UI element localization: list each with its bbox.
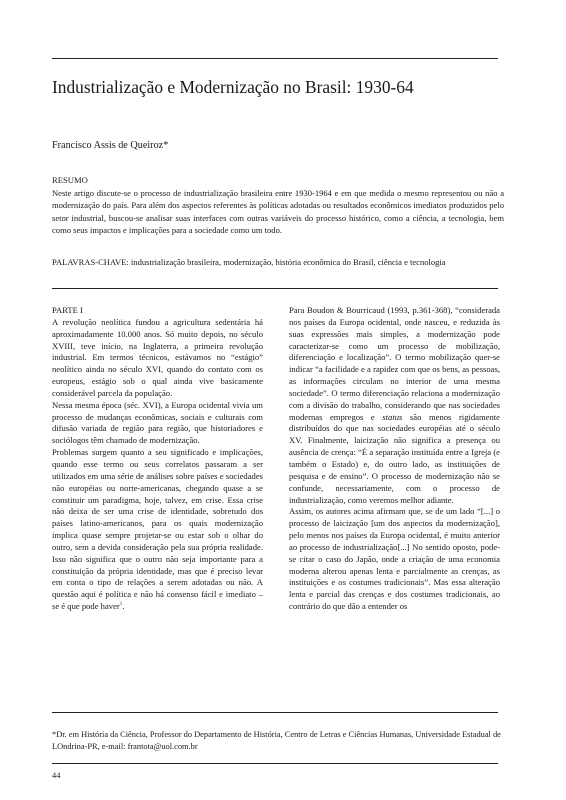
emphasis-term: status xyxy=(382,411,403,422)
paragraph: Problemas surgem quanto a seu significado e implicações, quando esse termo ou seus correlatos passaram a ser utilizados em uma série de análises sobre países e sociedades não européias ou norte-americanas, chegando quase a se constituir um paradigma, hoje, talvez, em crise. Essa crise não deixa de ser uma crise de identidade, sobretudo dos países latino-americanos, para os quais modernização implica quase sempre projetar-se ou estar sob o olhar do outro, sem a devida consideração pela sua própria realidade. Isso não significa que o outro não seja importante para a constituição da própria identidade, mas que é preciso levar em conta o tipo de relações a serem adotadas ou não. A questão aqui é política e não há consenso fácil e imediato – se é que pode haver$^1$. xyxy=(52,447,263,612)
paragraph xyxy=(289,305,500,506)
page-number: 44 xyxy=(52,771,61,780)
abstract-heading: RESUMO xyxy=(52,175,88,185)
left-column xyxy=(52,305,263,613)
footnote-marker: 1 xyxy=(119,602,123,608)
abstract-text: Neste artigo discute-se o processo de industrialização brasileira entre 1930-1964 e em que medida o mesmo representou ou não a modernização do país. Para além dos aspectos referentes às políticas adotadas ou resultados econômicos imediatos produzidos pelo setor industrial, buscou-se analisar suas interfaces com outras variáveis do processo histórico, como a ciência, a tecnologia, bem como seus impactos e implicações para a sociedade como um todo. xyxy=(52,188,504,236)
keywords: PALAVRAS-CHAVE: industrialização brasileira, modernização, história econômica do Brasil, ciência e tecnologia xyxy=(52,257,446,267)
section-heading: PARTE I xyxy=(52,305,83,315)
bottom-rule xyxy=(52,763,498,764)
paragraph-text: são menos rigidamente distribuídos do que nas sociedades européias até o século XV. Finalmente, laicização não significa a presença ou ausência de crença: “É a separação instituída entre a Igreja (e também o Estado) e, do outro lado, as instituições de pesquisa e de ensino”. O processo de modernização não se confunde, necessariamente, com o processo de industrialização, como veremos melhor adiante. xyxy=(289,411,500,505)
abstract-rule xyxy=(52,288,498,289)
author-name: Francisco Assis de Queiroz* xyxy=(52,140,169,151)
footnote-rule xyxy=(52,712,498,713)
top-rule xyxy=(52,58,498,59)
right-column xyxy=(289,305,500,613)
paragraph-text: Problemas surgem quanto a seu significado e implicações, quando esse termo ou seus correlatos passaram a ser utilizados em uma série de análises sobre países e sociedades não européias ou norte-americanas, chegando quase a se constituir um paradigma, hoje, talvez, em crise. Essa crise não deixa de ser uma crise de identidade, sobretudo dos países latino-americanos, para os quais modernização implica quase sempre projetar-se ou estar sob o olhar do outro, sem a devida consideração pela sua própria realidade. Isso não significa que o outro não seja importante para a constituição da própria identidade, mas que é preciso levar em conta o tipo de relações a serem adotadas ou não. A questão aqui é política e não há consenso fácil e imediato – se é que pode haver xyxy=(52,447,263,612)
paragraph: A revolução neolítica fundou a agricultura sedentária há aproximadamente 10.000 anos. Só muito depois, no século XVIII, teve início, na Inglaterra, a primeira revolução industrial. Em termos técnicos, estávamos no “estágio” neolítico ainda no século XVI, quando do contato com os europeus, estágio sob o qual ainda vive basicamente considerável parcela da população. xyxy=(52,316,263,398)
paragraph: Nessa mesma época (séc. XVI), a Europa ocidental vivia um processo de mudanças econômicas, sociais e culturais com difusão variada de região para região, que historiadores e sociólogos têm chamado de modernização. xyxy=(52,399,263,446)
paragraph-text: Para Boudon & Bourricaud (1993, p.361-368), “considerada nos países da Europa ocidental, onde nasceu, e reduzida às suas expressões mais simples, a modernização pode caracterizar-se como um processo de mobilização, diferenciação e localização”. O termo mobilização quer-se indicar “a facilidade e a rapidez com que os bens, as pessoas, as informações circulam no interior de uma mesma sociedade”. O termo diferenciação relaciona a modernização com a divisão do trabalho, considerando que nas sociedades modernas empregos e xyxy=(289,305,500,422)
author-footnote: *Dr. em História da Ciência, Professor do Departamento de História, Centro de Letras e Ciências Humanas, Universidade Estadual de LOndrina-PR, e-mail: frantota@uol.com.br xyxy=(52,730,501,751)
paragraph: Assim, os autores acima afirmam que, se de um lado “[...] o processo de laicização [um dos aspectos da modernização], pelo menos nos países da Europa ocidental, é muito anterior ao processo de industrialização[...] No sentido oposto, pode-se citar o caso do Japão, onde a criação de uma economia moderna alterou apenas lenta e parcialmente as crenças, as instituições e os costumes tradicionais”. Mas essa alteração lenta e parcial das crenças e dos costumes tradicionais, ao contrário do que dão a entender os xyxy=(289,506,500,612)
article-title: Industrialização e Modernização no Brasil: 1930-64 xyxy=(52,77,414,97)
